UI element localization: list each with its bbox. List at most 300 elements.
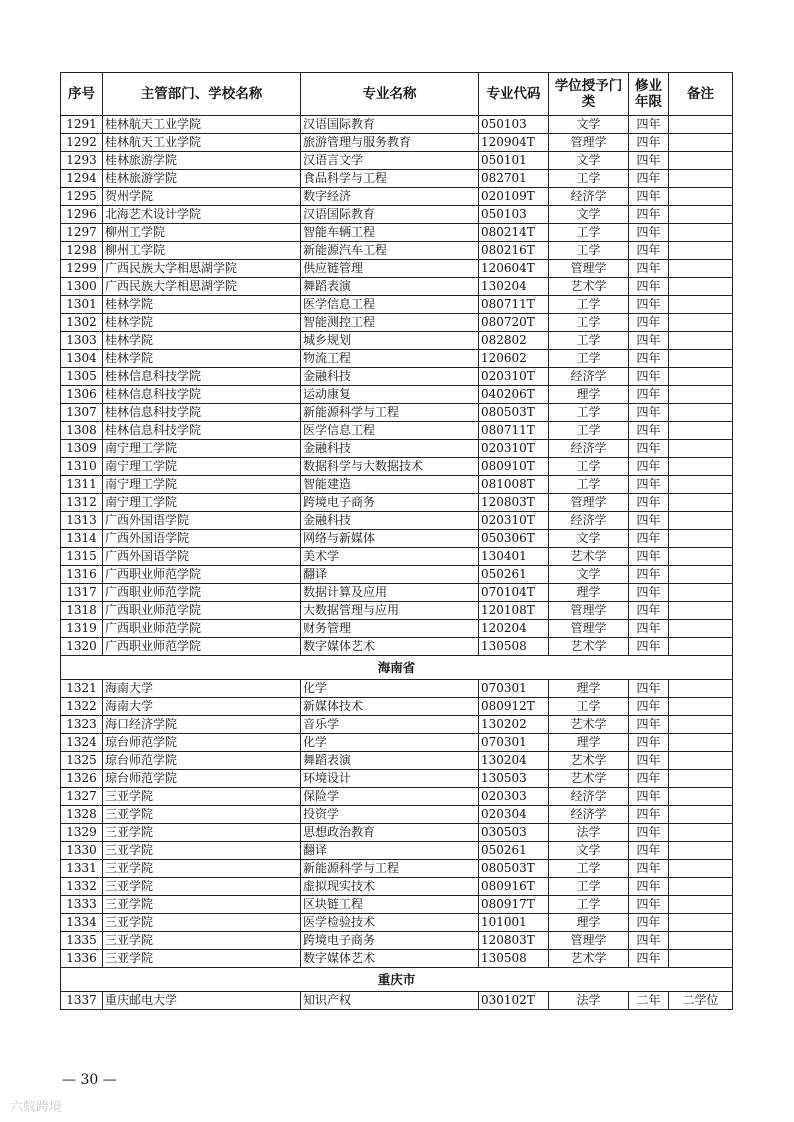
major-code: 120204 bbox=[479, 620, 549, 638]
table-row bbox=[61, 806, 733, 824]
degree-category: 艺术学 bbox=[549, 752, 629, 770]
study-years: 四年 bbox=[629, 260, 669, 278]
major-code: 020310T bbox=[479, 440, 549, 458]
remark bbox=[669, 860, 733, 878]
row-index: 1307 bbox=[61, 404, 103, 422]
degree-category: 工学 bbox=[549, 860, 629, 878]
major-name: 智能车辆工程 bbox=[301, 224, 479, 242]
degree-category: 文学 bbox=[549, 530, 629, 548]
degree-category: 工学 bbox=[549, 314, 629, 332]
school-name: 琼台师范学院 bbox=[103, 734, 301, 752]
school-name: 琼台师范学院 bbox=[103, 770, 301, 788]
school-name: 北海艺术设计学院 bbox=[103, 206, 301, 224]
row-index: 1299 bbox=[61, 260, 103, 278]
study-years: 四年 bbox=[629, 332, 669, 350]
major-name: 智能建造 bbox=[301, 476, 479, 494]
province-name: 重庆市 bbox=[61, 968, 733, 992]
major-name: 化学 bbox=[301, 680, 479, 698]
degree-category: 艺术学 bbox=[549, 548, 629, 566]
row-index: 1304 bbox=[61, 350, 103, 368]
table-row bbox=[61, 878, 733, 896]
school-name: 三亚学院 bbox=[103, 860, 301, 878]
row-index: 1298 bbox=[61, 242, 103, 260]
remark bbox=[669, 788, 733, 806]
table-row bbox=[61, 494, 733, 512]
degree-category: 艺术学 bbox=[549, 770, 629, 788]
school-name: 桂林信息科技学院 bbox=[103, 386, 301, 404]
study-years: 四年 bbox=[629, 440, 669, 458]
major-name: 翻译 bbox=[301, 566, 479, 584]
major-code: 080711T bbox=[479, 296, 549, 314]
table-row bbox=[61, 620, 733, 638]
major-code: 130508 bbox=[479, 950, 549, 968]
major-code: 020310T bbox=[479, 512, 549, 530]
degree-category: 艺术学 bbox=[549, 278, 629, 296]
school-name: 桂林信息科技学院 bbox=[103, 368, 301, 386]
major-code: 080910T bbox=[479, 458, 549, 476]
degree-category: 理学 bbox=[549, 680, 629, 698]
row-index: 1308 bbox=[61, 422, 103, 440]
row-index: 1317 bbox=[61, 584, 103, 602]
remark bbox=[669, 842, 733, 860]
table-row bbox=[61, 386, 733, 404]
school-name: 贺州学院 bbox=[103, 188, 301, 206]
school-name: 广西职业师范学院 bbox=[103, 638, 301, 656]
study-years: 四年 bbox=[629, 530, 669, 548]
degree-category: 工学 bbox=[549, 224, 629, 242]
row-index: 1318 bbox=[61, 602, 103, 620]
school-name: 南宁理工学院 bbox=[103, 494, 301, 512]
school-name: 广西民族大学相思湖学院 bbox=[103, 278, 301, 296]
degree-category: 经济学 bbox=[549, 788, 629, 806]
row-index: 1296 bbox=[61, 206, 103, 224]
remark bbox=[669, 206, 733, 224]
school-name: 三亚学院 bbox=[103, 878, 301, 896]
school-name: 三亚学院 bbox=[103, 932, 301, 950]
major-code: 080916T bbox=[479, 878, 549, 896]
table-row bbox=[61, 440, 733, 458]
major-code: 130202 bbox=[479, 716, 549, 734]
major-code: 080912T bbox=[479, 698, 549, 716]
row-index: 1322 bbox=[61, 698, 103, 716]
degree-category: 工学 bbox=[549, 350, 629, 368]
degree-category: 工学 bbox=[549, 242, 629, 260]
remark bbox=[669, 512, 733, 530]
study-years: 四年 bbox=[629, 404, 669, 422]
remark bbox=[669, 896, 733, 914]
header-major: 专业名称 bbox=[301, 73, 479, 116]
study-years: 四年 bbox=[629, 566, 669, 584]
row-index: 1293 bbox=[61, 152, 103, 170]
major-code: 082701 bbox=[479, 170, 549, 188]
degree-category: 文学 bbox=[549, 152, 629, 170]
major-name: 供应链管理 bbox=[301, 260, 479, 278]
degree-category: 管理学 bbox=[549, 620, 629, 638]
major-name: 物流工程 bbox=[301, 350, 479, 368]
school-name: 琼台师范学院 bbox=[103, 752, 301, 770]
study-years: 四年 bbox=[629, 896, 669, 914]
remark bbox=[669, 770, 733, 788]
remark: 二学位 bbox=[669, 992, 733, 1010]
degree-category: 管理学 bbox=[549, 602, 629, 620]
major-name: 新媒体技术 bbox=[301, 698, 479, 716]
school-name: 海南大学 bbox=[103, 680, 301, 698]
remark bbox=[669, 260, 733, 278]
row-index: 1315 bbox=[61, 548, 103, 566]
row-index: 1302 bbox=[61, 314, 103, 332]
row-index: 1336 bbox=[61, 950, 103, 968]
school-name: 三亚学院 bbox=[103, 842, 301, 860]
major-name: 新能源科学与工程 bbox=[301, 404, 479, 422]
table-row bbox=[61, 698, 733, 716]
major-name: 医学信息工程 bbox=[301, 422, 479, 440]
row-index: 1311 bbox=[61, 476, 103, 494]
school-name: 广西外国语学院 bbox=[103, 512, 301, 530]
remark bbox=[669, 188, 733, 206]
province-name: 海南省 bbox=[61, 656, 733, 680]
remark bbox=[669, 950, 733, 968]
major-name: 财务管理 bbox=[301, 620, 479, 638]
study-years: 四年 bbox=[629, 770, 669, 788]
degree-category: 管理学 bbox=[549, 134, 629, 152]
major-name: 思想政治教育 bbox=[301, 824, 479, 842]
remark bbox=[669, 476, 733, 494]
major-name: 汉语言文学 bbox=[301, 152, 479, 170]
table-row bbox=[61, 116, 733, 134]
remark bbox=[669, 914, 733, 932]
study-years: 四年 bbox=[629, 170, 669, 188]
row-index: 1335 bbox=[61, 932, 103, 950]
row-index: 1301 bbox=[61, 296, 103, 314]
major-code: 030102T bbox=[479, 992, 549, 1010]
study-years: 四年 bbox=[629, 806, 669, 824]
school-name: 南宁理工学院 bbox=[103, 476, 301, 494]
remark bbox=[669, 152, 733, 170]
major-name: 金融科技 bbox=[301, 368, 479, 386]
remark bbox=[669, 278, 733, 296]
major-code: 120602 bbox=[479, 350, 549, 368]
major-code: 050103 bbox=[479, 206, 549, 224]
study-years: 四年 bbox=[629, 368, 669, 386]
table-row bbox=[61, 548, 733, 566]
remark bbox=[669, 734, 733, 752]
table-row bbox=[61, 260, 733, 278]
table-row bbox=[61, 638, 733, 656]
school-name: 桂林旅游学院 bbox=[103, 170, 301, 188]
school-name: 桂林学院 bbox=[103, 350, 301, 368]
degree-category: 艺术学 bbox=[549, 950, 629, 968]
remark bbox=[669, 602, 733, 620]
table-row bbox=[61, 206, 733, 224]
row-index: 1312 bbox=[61, 494, 103, 512]
table-row bbox=[61, 368, 733, 386]
study-years: 四年 bbox=[629, 698, 669, 716]
row-index: 1306 bbox=[61, 386, 103, 404]
study-years: 四年 bbox=[629, 860, 669, 878]
major-code: 130204 bbox=[479, 752, 549, 770]
school-name: 三亚学院 bbox=[103, 914, 301, 932]
remark bbox=[669, 242, 733, 260]
school-name: 桂林学院 bbox=[103, 296, 301, 314]
study-years: 四年 bbox=[629, 548, 669, 566]
table-row bbox=[61, 752, 733, 770]
major-code: 130508 bbox=[479, 638, 549, 656]
table-row bbox=[61, 350, 733, 368]
table-row bbox=[61, 134, 733, 152]
remark bbox=[669, 932, 733, 950]
table-row bbox=[61, 512, 733, 530]
major-code: 120904T bbox=[479, 134, 549, 152]
major-code: 101001 bbox=[479, 914, 549, 932]
table-row bbox=[61, 188, 733, 206]
major-name: 数据计算及应用 bbox=[301, 584, 479, 602]
study-years: 四年 bbox=[629, 584, 669, 602]
major-name: 新能源科学与工程 bbox=[301, 860, 479, 878]
school-name: 桂林航天工业学院 bbox=[103, 116, 301, 134]
header-note: 备注 bbox=[669, 73, 733, 116]
row-index: 1305 bbox=[61, 368, 103, 386]
remark bbox=[669, 314, 733, 332]
major-name: 数据科学与大数据技术 bbox=[301, 458, 479, 476]
degree-category: 工学 bbox=[549, 332, 629, 350]
province-header-row bbox=[61, 968, 733, 992]
major-code: 020304 bbox=[479, 806, 549, 824]
major-code: 070104T bbox=[479, 584, 549, 602]
table-row bbox=[61, 824, 733, 842]
school-name: 桂林学院 bbox=[103, 332, 301, 350]
remark bbox=[669, 404, 733, 422]
school-name: 广西民族大学相思湖学院 bbox=[103, 260, 301, 278]
row-index: 1337 bbox=[61, 992, 103, 1010]
major-code: 120108T bbox=[479, 602, 549, 620]
major-name: 保险学 bbox=[301, 788, 479, 806]
school-name: 三亚学院 bbox=[103, 788, 301, 806]
remark bbox=[669, 620, 733, 638]
degree-category: 工学 bbox=[549, 476, 629, 494]
major-name: 跨境电子商务 bbox=[301, 494, 479, 512]
school-name: 广西职业师范学院 bbox=[103, 620, 301, 638]
study-years: 四年 bbox=[629, 752, 669, 770]
row-index: 1300 bbox=[61, 278, 103, 296]
major-code: 082802 bbox=[479, 332, 549, 350]
school-name: 重庆邮电大学 bbox=[103, 992, 301, 1010]
remark bbox=[669, 806, 733, 824]
degree-category: 法学 bbox=[549, 824, 629, 842]
study-years: 四年 bbox=[629, 512, 669, 530]
major-code: 080216T bbox=[479, 242, 549, 260]
row-index: 1333 bbox=[61, 896, 103, 914]
school-name: 广西职业师范学院 bbox=[103, 566, 301, 584]
major-name: 新能源汽车工程 bbox=[301, 242, 479, 260]
study-years: 四年 bbox=[629, 386, 669, 404]
major-code: 070301 bbox=[479, 734, 549, 752]
degree-category: 工学 bbox=[549, 698, 629, 716]
degree-category: 理学 bbox=[549, 734, 629, 752]
major-code: 080720T bbox=[479, 314, 549, 332]
table-body bbox=[61, 116, 733, 1010]
row-index: 1314 bbox=[61, 530, 103, 548]
row-index: 1330 bbox=[61, 842, 103, 860]
remark bbox=[669, 698, 733, 716]
row-index: 1316 bbox=[61, 566, 103, 584]
school-name: 三亚学院 bbox=[103, 824, 301, 842]
degree-category: 文学 bbox=[549, 116, 629, 134]
row-index: 1320 bbox=[61, 638, 103, 656]
major-name: 数字媒体艺术 bbox=[301, 950, 479, 968]
degree-category: 理学 bbox=[549, 584, 629, 602]
major-name: 网络与新媒体 bbox=[301, 530, 479, 548]
table-row bbox=[61, 170, 733, 188]
row-index: 1334 bbox=[61, 914, 103, 932]
degree-category: 管理学 bbox=[549, 260, 629, 278]
table-row bbox=[61, 296, 733, 314]
major-name: 智能测控工程 bbox=[301, 314, 479, 332]
major-name: 医学检验技术 bbox=[301, 914, 479, 932]
study-years: 四年 bbox=[629, 950, 669, 968]
row-index: 1313 bbox=[61, 512, 103, 530]
major-name: 食品科学与工程 bbox=[301, 170, 479, 188]
remark bbox=[669, 116, 733, 134]
school-name: 柳州工学院 bbox=[103, 224, 301, 242]
remark bbox=[669, 548, 733, 566]
study-years: 四年 bbox=[629, 278, 669, 296]
major-name: 医学信息工程 bbox=[301, 296, 479, 314]
school-name: 广西外国语学院 bbox=[103, 530, 301, 548]
row-index: 1327 bbox=[61, 788, 103, 806]
table-row bbox=[61, 842, 733, 860]
table-row bbox=[61, 992, 733, 1010]
study-years: 四年 bbox=[629, 620, 669, 638]
study-years: 四年 bbox=[629, 476, 669, 494]
degree-category: 法学 bbox=[549, 992, 629, 1010]
major-code: 020109T bbox=[479, 188, 549, 206]
school-name: 三亚学院 bbox=[103, 806, 301, 824]
major-name: 虚拟现实技术 bbox=[301, 878, 479, 896]
row-index: 1323 bbox=[61, 716, 103, 734]
row-index: 1331 bbox=[61, 860, 103, 878]
major-name: 翻译 bbox=[301, 842, 479, 860]
major-name: 区块链工程 bbox=[301, 896, 479, 914]
header-index: 序号 bbox=[61, 73, 103, 116]
school-name: 三亚学院 bbox=[103, 950, 301, 968]
remark bbox=[669, 530, 733, 548]
study-years: 四年 bbox=[629, 914, 669, 932]
major-code: 130204 bbox=[479, 278, 549, 296]
table-row bbox=[61, 476, 733, 494]
study-years: 四年 bbox=[629, 314, 669, 332]
degree-category: 文学 bbox=[549, 842, 629, 860]
major-name: 投资学 bbox=[301, 806, 479, 824]
remark bbox=[669, 332, 733, 350]
major-code: 050103 bbox=[479, 116, 549, 134]
degree-category: 工学 bbox=[549, 404, 629, 422]
degree-category: 经济学 bbox=[549, 188, 629, 206]
major-code: 050101 bbox=[479, 152, 549, 170]
remark bbox=[669, 824, 733, 842]
row-index: 1332 bbox=[61, 878, 103, 896]
row-index: 1291 bbox=[61, 116, 103, 134]
table-row bbox=[61, 242, 733, 260]
study-years: 四年 bbox=[629, 602, 669, 620]
study-years: 四年 bbox=[629, 206, 669, 224]
school-name: 柳州工学院 bbox=[103, 242, 301, 260]
major-name: 环境设计 bbox=[301, 770, 479, 788]
remark bbox=[669, 296, 733, 314]
degree-category: 工学 bbox=[549, 422, 629, 440]
major-name: 舞蹈表演 bbox=[301, 278, 479, 296]
study-years: 四年 bbox=[629, 152, 669, 170]
major-name: 汉语国际教育 bbox=[301, 206, 479, 224]
row-index: 1310 bbox=[61, 458, 103, 476]
header-years: 修业年限 bbox=[629, 73, 669, 116]
major-code: 080917T bbox=[479, 896, 549, 914]
study-years: 四年 bbox=[629, 134, 669, 152]
row-index: 1294 bbox=[61, 170, 103, 188]
degree-category: 经济学 bbox=[549, 806, 629, 824]
remark bbox=[669, 716, 733, 734]
study-years: 四年 bbox=[629, 242, 669, 260]
school-name: 桂林信息科技学院 bbox=[103, 404, 301, 422]
row-index: 1295 bbox=[61, 188, 103, 206]
remark bbox=[669, 584, 733, 602]
major-name: 汉语国际教育 bbox=[301, 116, 479, 134]
study-years: 四年 bbox=[629, 422, 669, 440]
major-code: 120604T bbox=[479, 260, 549, 278]
remark bbox=[669, 440, 733, 458]
degree-category: 经济学 bbox=[549, 440, 629, 458]
major-code: 080503T bbox=[479, 404, 549, 422]
table-row bbox=[61, 680, 733, 698]
major-name: 跨境电子商务 bbox=[301, 932, 479, 950]
study-years: 四年 bbox=[629, 734, 669, 752]
table-row bbox=[61, 770, 733, 788]
major-name: 美术学 bbox=[301, 548, 479, 566]
remark bbox=[669, 134, 733, 152]
study-years: 二年 bbox=[629, 992, 669, 1010]
major-code: 120803T bbox=[479, 932, 549, 950]
major-name: 金融科技 bbox=[301, 512, 479, 530]
major-code: 020310T bbox=[479, 368, 549, 386]
major-code: 080503T bbox=[479, 860, 549, 878]
major-code: 050261 bbox=[479, 566, 549, 584]
remark bbox=[669, 878, 733, 896]
row-index: 1324 bbox=[61, 734, 103, 752]
study-years: 四年 bbox=[629, 932, 669, 950]
remark bbox=[669, 458, 733, 476]
table-row bbox=[61, 314, 733, 332]
remark bbox=[669, 638, 733, 656]
remark bbox=[669, 368, 733, 386]
school-name: 广西职业师范学院 bbox=[103, 584, 301, 602]
degree-category: 文学 bbox=[549, 206, 629, 224]
table-row bbox=[61, 950, 733, 968]
table-row bbox=[61, 734, 733, 752]
major-name: 音乐学 bbox=[301, 716, 479, 734]
province-header-row bbox=[61, 656, 733, 680]
header-degree: 学位授予门类 bbox=[549, 73, 629, 116]
row-index: 1329 bbox=[61, 824, 103, 842]
major-name: 金融科技 bbox=[301, 440, 479, 458]
major-name: 旅游管理与服务教育 bbox=[301, 134, 479, 152]
row-index: 1303 bbox=[61, 332, 103, 350]
major-name: 化学 bbox=[301, 734, 479, 752]
major-code: 080214T bbox=[479, 224, 549, 242]
remark bbox=[669, 386, 733, 404]
school-name: 广西职业师范学院 bbox=[103, 602, 301, 620]
row-index: 1309 bbox=[61, 440, 103, 458]
table-row bbox=[61, 152, 733, 170]
degree-category: 理学 bbox=[549, 386, 629, 404]
